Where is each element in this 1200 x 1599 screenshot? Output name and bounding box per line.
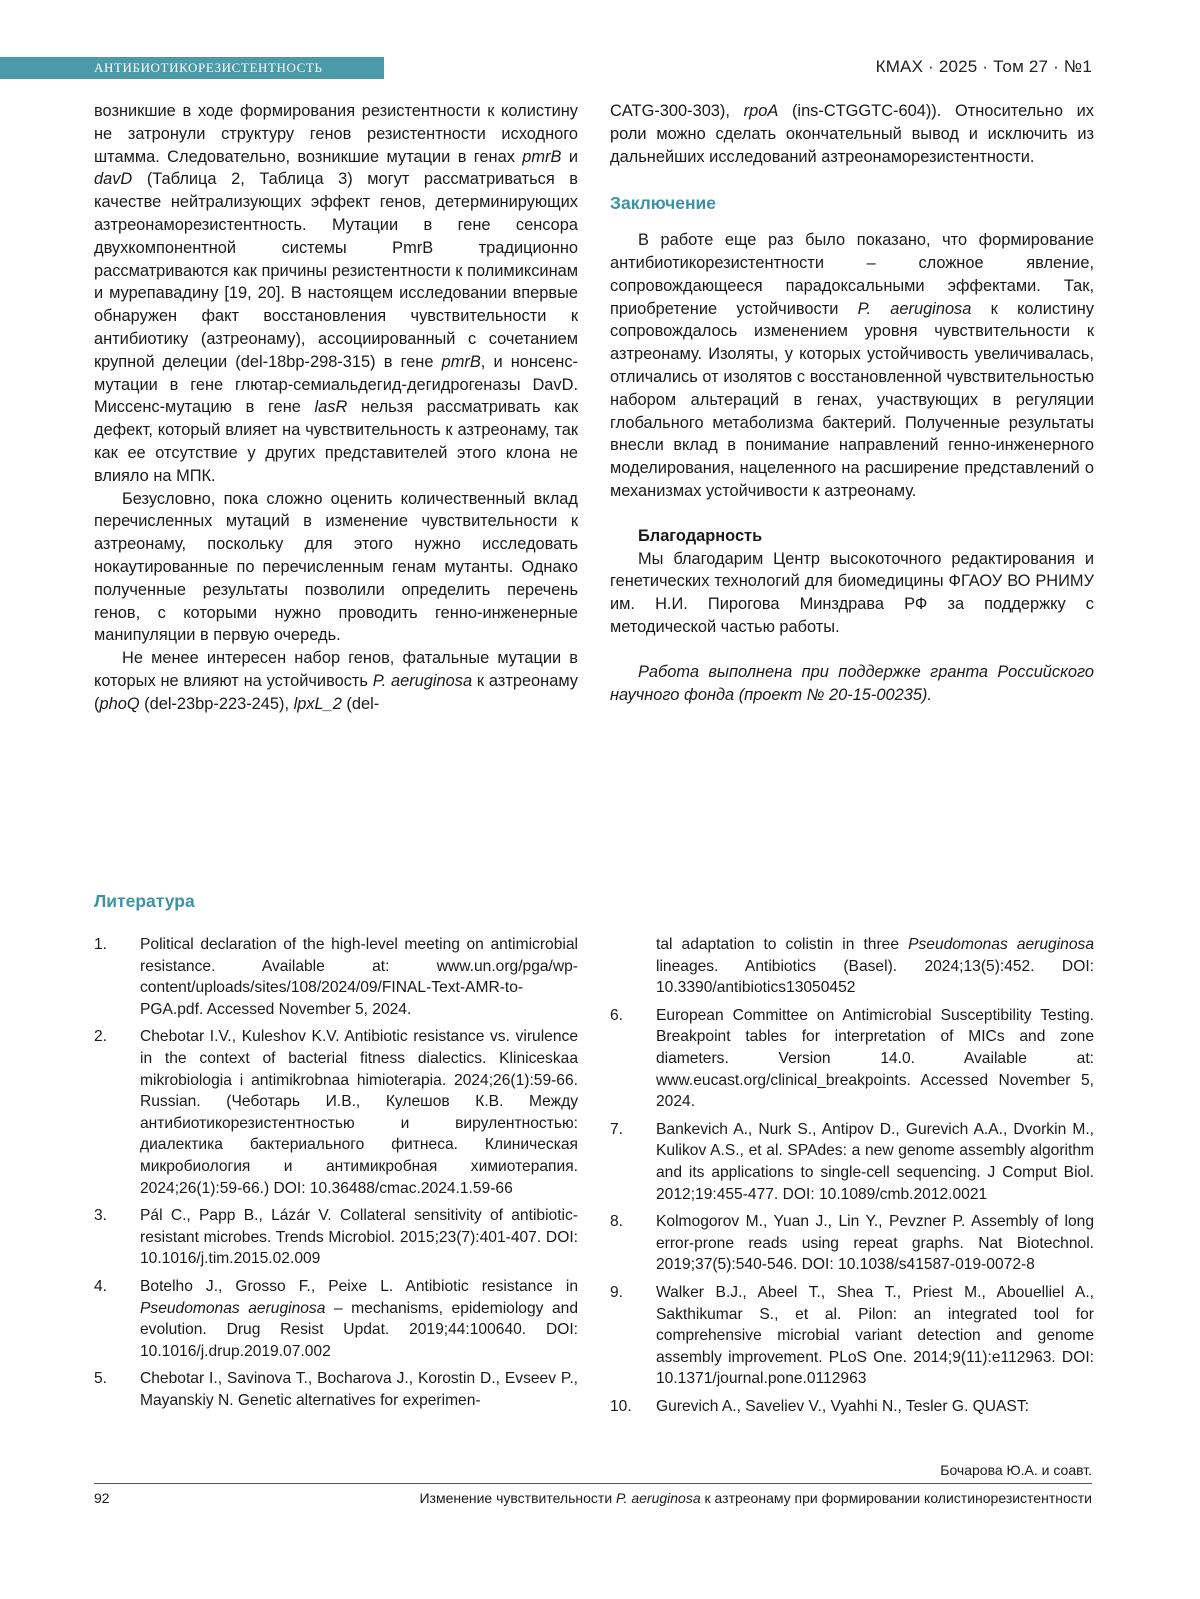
page-number: 92	[94, 1490, 110, 1506]
reference-item: 6. European Committee on Antimicrobial Susceptibility Testing. Breakpoint tables for interpretation of MICs and zone diameters. Version 14.0. Available at: www.eucast.org/clinical_breakpoints. Accessed November 5, 2024.	[610, 1006, 1094, 1111]
section-title: АНТИБИОТИКОРЕЗИСТЕНТНОСТЬ	[94, 60, 323, 75]
references-left	[94, 934, 578, 1417]
reference-item: 7. Bankevich A., Nurk S., Antipov D., Gurevich A.A., Dvorkin M., Kulikov A.S., et al. SPAdes: a new genome assembly algorithm and its applications to single-cell sequencing. J Comput Biol. 2012;19:455-477. DOI: 10.1089/cmb.2012.0021	[610, 1120, 1094, 1203]
reference-item: 1. Political declaration of the high-level meeting on antimicrobial resistance. Available at: www.un.org/pga/wp-content/uploads/sites/108/2024/09/FINAL-Text-AMR-to-PGA.pdf. Accessed November 5, 2024.	[94, 936, 578, 1018]
left-paragraph-2: Безусловно, пока сложно оценить количественный вклад перечисленных мутаций в изменение чувствительности к азтреонаму, поскольку для этого нужно исследовать нокаутированные по перечисленным генам мутанты. Однако полученные результаты позволили определить перечень генов, с которыми нужно проводить генно-инженерные манипуляции в первую очередь.	[94, 489, 578, 645]
footer-authors: Бочарова Ю.А. и соавт.	[940, 1462, 1092, 1478]
reference-continuation: tal adaptation to colistin in three Pseudomonas aeruginosa lineages. Antibiotics (Basel). 2024;13(5):452. DOI: 10.3390/antibiotics13050452	[656, 936, 1095, 997]
conclusion-heading: Заключение	[610, 193, 717, 214]
right-paragraph-1: CATG-300-303), rpoA (ins-CTGGTC-604)). Относительно их роли можно сделать окончательный вывод и исключить из дальнейших исследований азтреонаморезистентности.	[610, 102, 1094, 166]
left-paragraph-3: Не менее интересен набор генов, фатальные мутации в которых не влияют на устойчивость P. aeruginosa к азтреонаму (phoQ (del-23bp-223-245), lpxL_2 (del-	[94, 649, 578, 713]
references-heading: Литература	[94, 891, 195, 911]
thanks-paragraph: Мы благодарим Центр высокоточного редактирования и генетических технологий для биомедицины ФГАОУ ВО РНИМУ им. Н.И. Пирогова Минздрава РФ за поддержку с методической частью работы.	[610, 549, 1094, 636]
section-banner	[0, 57, 384, 79]
reference-item: 4. Botelho J., Grosso F., Peixe L. Antibiotic resistance in Pseudomonas aeruginosa – mechanisms, epidemiology and evolution. Drug Resist Updat. 2019;44:100640. DOI: 10.1016/j.drup.2019.07.002	[94, 1277, 579, 1360]
right-column	[610, 100, 1094, 706]
left-paragraph-1: возникшие в ходе формирования резистентности к колистину не затронули структуру генов резистентности исходного штамма. Следовательно, возникшие мутации в генах pmrB и davD (Таблица 2, Таблица 3) могут рассматриваться в качестве нейтрализующих эффект генов, детерминирующих азтреонаморезистентность. Мутации в гене сенсора двухкомпонентной системы PmrB традиционно рассматриваются как причины резистентности к полимиксинам и мурепавадину [19, 20]. В настоящем исследовании впервые обнаружен факт восстановления чувствительности к антибиотику (азтреонаму), ассоциированный с сочетанием крупной делеции (del-18bp-298-315) в гене pmrB, и нонсенс-мутации в гене глютар-семиальдегид-дегидрогеназы DavD. Миссенс-мутацию в гене lasR нельзя рассматривать как дефект, который влияет на чувствительность к азтреонаму, так как ее отсутствие у других представителей этого клона не влияло на МПК.	[94, 102, 578, 485]
thanks-heading: Благодарность	[638, 526, 763, 545]
reference-item: 9. Walker B.J., Abeel T., Shea T., Priest M., Abouelliel A., Sakthikumar S., et al. Pilon: an integrated tool for comprehensive microbial variant detection and genome assembly improvement. PLoS One. 2014;9(11):e112963. DOI: 10.1371/journal.pone.0112963	[610, 1283, 1094, 1388]
reference-item: 3. Pál C., Papp B., Lázár V. Collateral sensitivity of antibiotic-resistant microbes. Trends Microbiol. 2015;23(7):401-407. DOI: 10.1016/j.tim.2015.02.009	[94, 1207, 578, 1268]
reference-item: 8. Kolmogorov M., Yuan J., Lin Y., Pevzner P. Assembly of long error-prone reads using repeat graphs. Nat Biotechnol. 2019;37(5):540-546. DOI: 10.1038/s41587-019-0072-8	[610, 1213, 1094, 1274]
funding-note: Работа выполнена при поддержке гранта Российского научного фонда (проект № 20-15-00235).	[610, 662, 1094, 704]
reference-item: 10. Gurevich A., Saveliev V., Vyahhi N., Tesler G. QUAST:	[610, 1397, 1029, 1415]
footer-article-title: Изменение чувствительности P. aeruginosa к азтреонаму при формировании колистинорезистентности	[419, 1490, 1092, 1506]
conclusion-paragraph: В работе еще раз было показано, что формирование антибиотикорезистентности – сложное явление, сопровождающееся парадоксальными эффектами. Так, приобретение устойчивости P. aeruginosa к колистину сопровождалось изменением уровня чувствительности к азтреонаму. Изоляты, у которых устойчивость увеличивалась, отличались от изолятов с восстановленной чувствительностью набором альтераций в генах, участвующих в регуляции глобального метаболизма бактерий. Полученные результаты внесли вклад в понимание направлений генно-инженерного моделирования, нацеленного на расширение представлений о механизмах устойчивости к азтреонаму.	[610, 231, 1095, 500]
footer-divider	[94, 1483, 1092, 1484]
reference-item: 5. Chebotar I., Savinova T., Bocharova J., Korostin D., Evseev P., Mayanskiy N. Genetic alternatives for experimen-	[94, 1370, 578, 1409]
reference-item: 2. Chebotar I.V., Kuleshov K.V. Antibiotic resistance vs. virulence in the context of bacterial fitness dialectics. Kliniceskaa mikrobiologia i antimikrobnaa himioterapia. 2024;26(1):59-66. Russian. (Чеботарь И.В., Кулешов К.В. Между антибиотикорезистентностью и вирулентностью: диалектика бактериального фитнеса. Клиническая микробиология и антимикробная химиотерапия. 2024;26(1):59-66.) DOI: 10.36488/cmac.2024.1.59-66	[94, 1028, 578, 1197]
left-column	[94, 100, 578, 716]
references-right	[610, 934, 1094, 1423]
journal-info: КМАХ · 2025 · Том 27 · №1	[875, 57, 1092, 76]
